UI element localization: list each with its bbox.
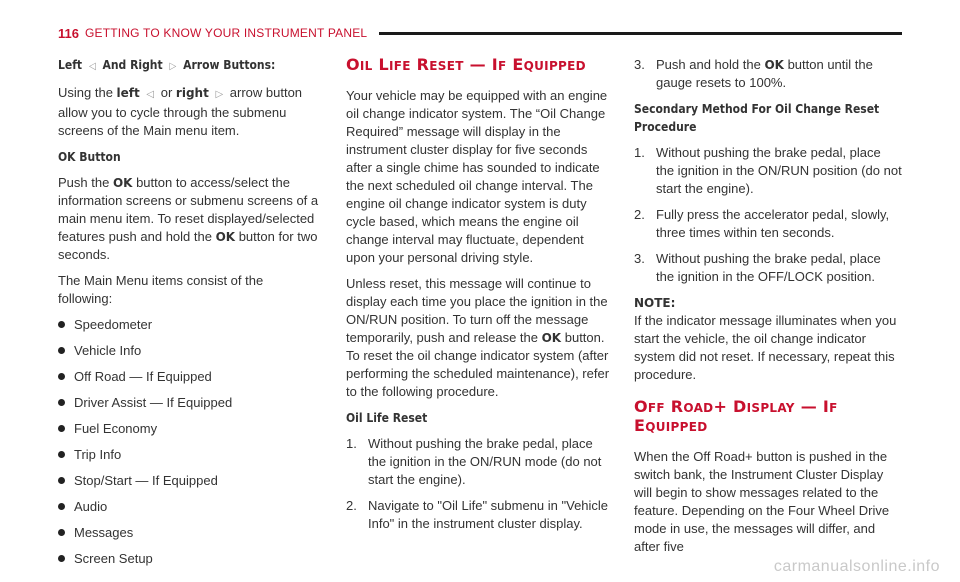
bullet-icon (58, 555, 65, 562)
bullet-icon (58, 399, 65, 406)
step-number: 2. (346, 498, 357, 513)
oil-reset-steps (346, 435, 614, 533)
title-cap: E (512, 55, 524, 74)
title-sc: IL (359, 59, 373, 73)
bullet-icon (58, 373, 65, 380)
title-cap: O (634, 397, 648, 416)
step-number: 2. (634, 207, 645, 222)
title-sc: OAD (683, 401, 714, 415)
list-item-text: Messages (74, 525, 134, 540)
secondary-method-steps (634, 144, 902, 286)
list-item (58, 394, 320, 412)
oil-life-paragraph-2 (346, 275, 614, 401)
list-item (634, 206, 902, 242)
title-cap: I (822, 397, 830, 416)
title-cap: L (378, 55, 389, 74)
list-item-text: Trip Info (74, 447, 122, 462)
list-item (58, 550, 320, 568)
list-item (58, 524, 320, 542)
list-item (58, 498, 320, 516)
text-fragment: button for two seconds. (58, 229, 318, 262)
title-sc: F (498, 59, 507, 73)
text-fragment: arrow button allow you to cycle through the submenu screens of the Main menu item. (58, 85, 303, 138)
step-number: 1. (346, 436, 357, 451)
arrow-right-icon: ▷ (169, 61, 177, 72)
subhead-part: Oil Life (346, 411, 389, 425)
title-sc: ESET (429, 59, 464, 73)
ok-key: OK (112, 176, 133, 190)
list-item-text: Stop/Start — If Equipped (74, 473, 218, 488)
list-item (634, 250, 902, 286)
list-item-text: Speedometer (74, 317, 153, 332)
main-menu-intro: The Main Menu items consist of the following: (58, 273, 264, 306)
step-text: Without pushing the brake pedal, place the ignition in the ON/RUN mode (do not start the engine). (368, 436, 602, 487)
ok-key: OK (215, 230, 236, 244)
list-item (58, 446, 320, 464)
bullet-icon (58, 321, 65, 328)
step-text: Navigate to "Oil Life" submenu in "Vehicle Info" in the instrument cluster display. (368, 498, 609, 531)
main-menu-list (58, 316, 320, 568)
list-item (346, 497, 614, 533)
title-cap: I (491, 55, 499, 74)
title-sc: ISPLAY (746, 401, 795, 415)
ok-button-text (58, 174, 320, 264)
list-item (58, 368, 320, 386)
list-item-text: Audio (74, 499, 108, 514)
arrow-buttons-label: Arrow Buttons: (183, 58, 276, 72)
list-item-text: Screen Setup (74, 551, 153, 566)
left-key: left (116, 86, 140, 100)
oil-life-reset-title (346, 56, 614, 75)
arrow-buttons-text (58, 84, 320, 140)
title-dash: — (800, 397, 817, 416)
title-sc: F (829, 401, 838, 415)
arrow-left-icon: ◁ (88, 61, 96, 72)
text-fragment: Unless reset, this message will continue to display each time you place the ignition in the ON/RUN position. To turn off the message temporarily, push and release the (346, 276, 608, 345)
right-label: Right (130, 58, 163, 72)
column-3 (634, 56, 902, 564)
arrow-right-icon: ▷ (215, 89, 224, 100)
oil-life-reset-subhead (346, 409, 614, 427)
bullet-icon (58, 503, 65, 510)
running-title: GETTING TO KNOW YOUR INSTRUMENT PANEL (84, 26, 368, 40)
arrow-buttons-heading (58, 56, 320, 76)
subhead-part: Reset (392, 411, 428, 425)
oil-reset-steps-continued (634, 56, 902, 92)
note-label: NOTE: (634, 296, 676, 310)
step-text: button until the gauge resets to 100%. (656, 57, 873, 90)
title-sc: FF (647, 401, 665, 415)
watermark: carmanualsonline.info (773, 558, 940, 575)
bullet-icon (58, 451, 65, 458)
step-text: Without pushing the brake pedal, place the ignition in the ON/RUN position (do not start the engine). (656, 145, 902, 196)
text-fragment: button. To reset the oil change indicator system (after performing the scheduled maintenance), refer to the following procedure. (346, 330, 610, 399)
text-fragment: button to access/select the information screens or submenu screens of a main menu item. To reset displayed/selected features push and hold the (58, 175, 319, 244)
right-key: right (175, 86, 209, 100)
list-item (58, 420, 320, 438)
bullet-icon (58, 529, 65, 536)
list-item-text: Fuel Economy (74, 421, 158, 436)
page-header (58, 22, 902, 44)
column-1 (58, 56, 320, 576)
list-item-text: Driver Assist — If Equipped (74, 395, 233, 410)
step-number: 1. (634, 145, 645, 160)
bullet-icon (58, 347, 65, 354)
bullet-icon (58, 477, 65, 484)
title-sc: IFE (389, 59, 411, 73)
step-number: 3. (634, 251, 645, 266)
list-item (58, 342, 320, 360)
title-cap: + (713, 397, 728, 416)
text-fragment: Using the (58, 85, 113, 100)
title-cap: E (634, 416, 646, 435)
title-cap: R (670, 397, 684, 416)
list-item (58, 472, 320, 490)
text-fragment: or (160, 85, 173, 100)
title-sc: QUIPPED (523, 59, 586, 73)
and-label: And (102, 58, 127, 72)
page-number: 116 (58, 25, 79, 41)
column-2 (346, 56, 614, 541)
title-dash: — (469, 55, 486, 74)
list-item (634, 144, 902, 198)
ok-button-heading: OK Button (58, 150, 121, 164)
list-item (58, 316, 320, 334)
note-text: If the indicator message illuminates when you start the vehicle, the oil change indicator system did not reset. If necessary, repeat this procedure. (634, 313, 897, 382)
step-text: Without pushing the brake pedal, place the ignition in the OFF/LOCK position. (656, 251, 881, 284)
oil-life-paragraph-1: Your vehicle may be equipped with an engine oil change indicator system. The “Oil Change Required” message will display in the instrument cluster display for five seconds after a single chime has sounded to indicate the next scheduled oil change interval. The engine oil change indicator system is duty cycle based, which means the engine oil change interval may fluctuate, dependent upon your personal driving style. (346, 88, 608, 265)
list-item-text: Vehicle Info (74, 343, 142, 358)
header-rule (379, 32, 902, 35)
title-sc: QUIPPED (645, 420, 708, 434)
title-cap: D (733, 397, 747, 416)
secondary-method-heading: Secondary Method For Oil Change Reset Procedure (634, 102, 880, 134)
off-road-paragraph: When the Off Road+ button is pushed in the switch bank, the Instrument Cluster Display will begin to show messages related to the feature. Depending on the Four Wheel Drive mode in use, the messages will differ, and after five (634, 449, 890, 554)
note-block (634, 294, 902, 384)
step-text: Push and hold the (656, 57, 761, 72)
arrow-left-icon: ◁ (146, 89, 155, 100)
ok-key: OK (764, 58, 784, 72)
off-road-display-title (634, 398, 902, 436)
left-label: Left (58, 58, 83, 72)
ok-key: OK (541, 331, 562, 345)
step-text: Fully press the accelerator pedal, slowly, three times within ten seconds. (656, 207, 890, 240)
list-item (346, 435, 614, 489)
text-fragment: Push the (58, 175, 110, 190)
step-number: 3. (634, 57, 645, 72)
bullet-icon (58, 425, 65, 432)
list-item-text: Off Road — If Equipped (74, 369, 212, 384)
title-cap: O (346, 55, 360, 74)
list-item (634, 56, 902, 92)
title-cap: R (416, 55, 430, 74)
